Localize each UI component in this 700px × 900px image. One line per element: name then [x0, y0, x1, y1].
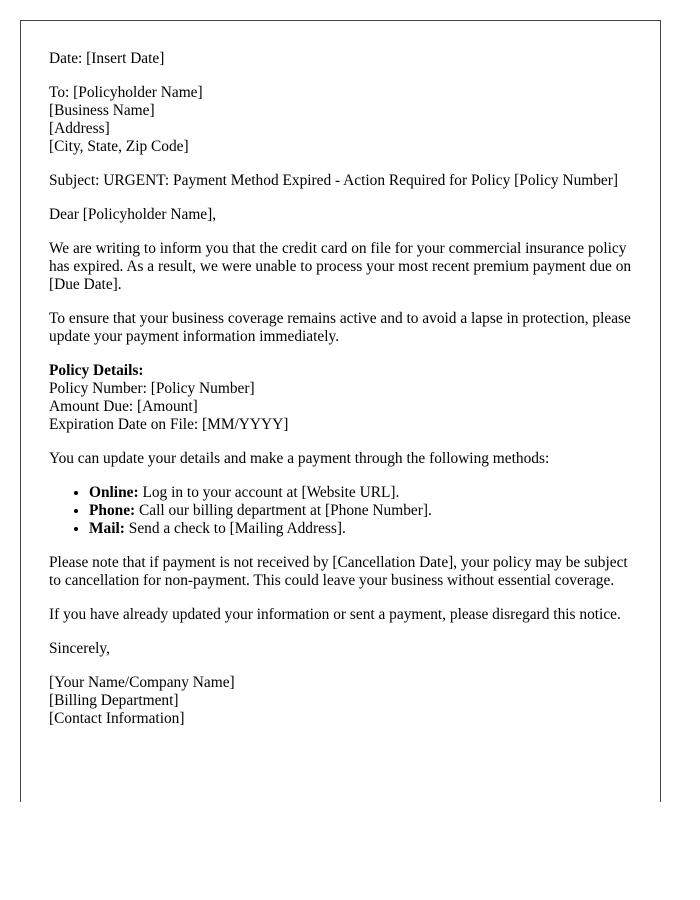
methods-intro: You can update your details and make a payment through the following methods: [49, 450, 550, 467]
payment-methods-list [49, 484, 632, 538]
list-item-phone [89, 502, 632, 520]
cancellation-paragraph: Please note that if payment is not received by [Cancellation Date], your policy may be subject to cancellation for non-payment. This could leave your business without essential coverage. [49, 554, 628, 589]
date-line: Date: [Insert Date] [49, 50, 165, 67]
recipient-business: [Business Name] [49, 102, 155, 119]
subject-line: Subject: URGENT: Payment Method Expired - Action Required for Policy [Policy Number] [49, 172, 619, 189]
method-label-online: Online: [89, 484, 139, 501]
recipient-block [49, 84, 632, 156]
method-label-phone: Phone: [89, 502, 136, 519]
signature-name: [Your Name/Company Name] [49, 674, 235, 691]
recipient-to: To: [Policyholder Name] [49, 84, 203, 101]
policy-details-block [49, 362, 632, 434]
list-item-online [89, 484, 632, 502]
disregard-paragraph: If you have already updated your information or sent a payment, please disregard this notice. [49, 606, 621, 623]
method-label-mail: Mail: [89, 520, 125, 537]
signature-contact: [Contact Information] [49, 710, 185, 727]
intro-paragraph: We are writing to inform you that the credit card on file for your commercial insurance policy has expired. As a result, we were unable to process your most recent premium payment due on [Due Date]. [49, 240, 632, 293]
method-text-mail: Send a check to [Mailing Address]. [124, 520, 346, 537]
salutation: Dear [Policyholder Name], [49, 206, 217, 223]
list-item-mail [89, 520, 632, 538]
letter-document [20, 20, 661, 802]
ensure-paragraph: To ensure that your business coverage remains active and to avoid a lapse in protection, please update your payment information immediately. [49, 310, 631, 345]
signature-block [49, 674, 632, 728]
recipient-city: [City, State, Zip Code] [49, 138, 189, 155]
policy-number: Policy Number: [Policy Number] [49, 380, 255, 397]
recipient-address: [Address] [49, 120, 110, 137]
amount-due: Amount Due: [Amount] [49, 398, 198, 415]
expiration-date: Expiration Date on File: [MM/YYYY] [49, 416, 289, 433]
policy-details-heading: Policy Details: [49, 362, 144, 379]
method-text-online: Log in to your account at [Website URL]. [138, 484, 400, 501]
method-text-phone: Call our billing department at [Phone Number]. [135, 502, 432, 519]
closing: Sincerely, [49, 640, 110, 657]
signature-department: [Billing Department] [49, 692, 179, 709]
